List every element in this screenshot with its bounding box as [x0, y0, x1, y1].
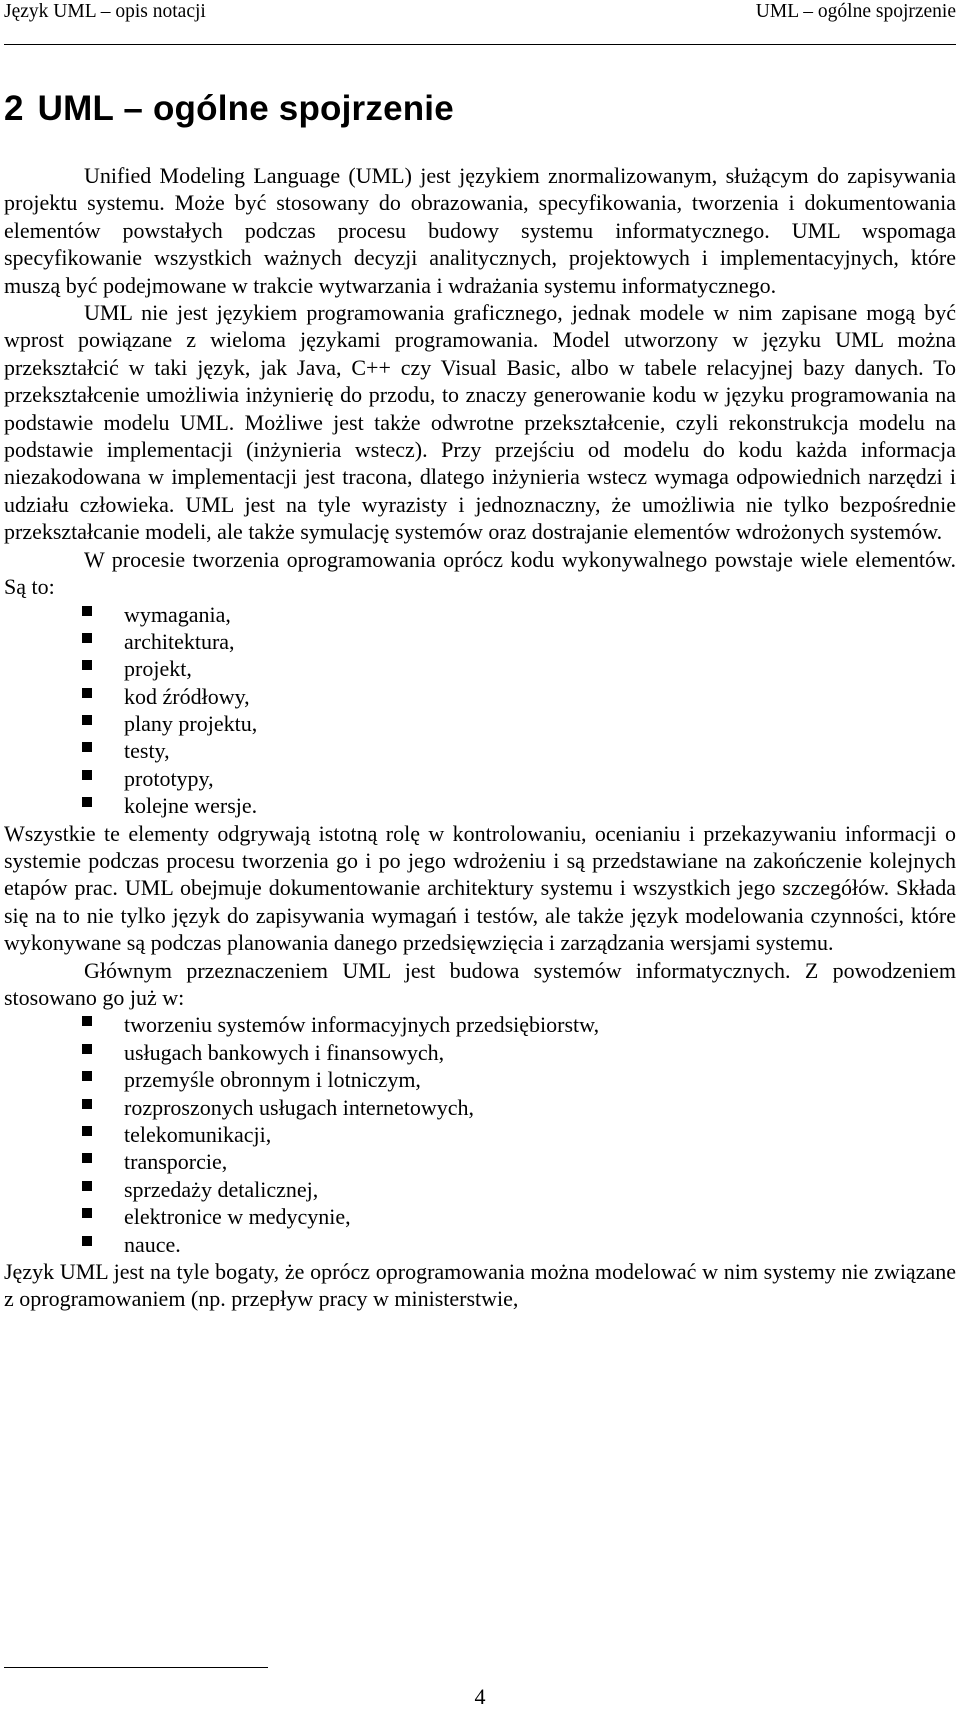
list-item-text: projekt,	[124, 656, 192, 682]
square-bullet-icon	[82, 1099, 92, 1109]
list-item	[4, 765, 956, 792]
square-bullet-icon	[82, 1126, 92, 1136]
chapter-heading	[4, 89, 454, 129]
square-bullet-icon	[82, 688, 92, 698]
square-bullet-icon	[82, 1236, 92, 1246]
list-item-text: kod źródłowy,	[124, 683, 250, 709]
square-bullet-icon	[82, 1181, 92, 1191]
paragraph-1: Unified Modeling Language (UML) jest językiem znormalizowanym, służącym do zapisywania projektu systemu. Może być stosowany do obrazowania, specyfikowania, tworzenia i dokumentowania elementów powstałych podczas procesu budowy systemu informatycznego. UML wspomaga specyfikowanie wszystkich ważnych decyzji analitycznych, projektowych i implementacyjnych, które muszą być podejmowane w trakcie wytwarzania i wdrażania systemu informatycznego.	[4, 163, 956, 298]
list-item-text: tworzeniu systemów informacyjnych przedsiębiorstw,	[124, 1012, 600, 1038]
square-bullet-icon	[82, 770, 92, 780]
list-item	[4, 1148, 956, 1175]
list-item-text: transporcie,	[124, 1149, 228, 1175]
footer-divider	[4, 1667, 268, 1668]
header-right-title: UML – ogólne spojrzenie	[755, 1, 956, 22]
list-item	[4, 1094, 956, 1121]
list-item-text: prototypy,	[124, 765, 214, 791]
square-bullet-icon	[82, 1016, 92, 1026]
list-item-text: telekomunikacji,	[124, 1122, 272, 1148]
body-text	[4, 162, 956, 1313]
square-bullet-icon	[82, 742, 92, 752]
list-item	[4, 1231, 956, 1258]
list-item	[4, 792, 956, 819]
list-item	[4, 1121, 956, 1148]
paragraph-6: Język UML jest na tyle bogaty, że oprócz oprogramowania można modelować w nim systemy nie związane z oprogramowaniem (np. przepływ pracy w ministerstwie,	[4, 1258, 956, 1312]
list-item	[4, 655, 956, 682]
paragraph-2: UML nie jest językiem programowania graficznego, jednak modele w nim zapisane mogą być wprost powiązane z wieloma językami programowania. Model utworzony w języku UML można przekształcić w taki język, jak Java, C++ czy Visual Basic, albo w tabele relacyjnej bazy danych. To przekształcenie umożliwia inżynierię do przodu, to znaczy generowanie kodu w języku programowania na podstawie modelu UML. Możliwe jest także odwrotne przekształcenie, czyli rekonstrukcja modelu na podstawie implementacji (inżynieria wstecz). Przy przejściu od modelu do kodu każda informacja niezakodowana w implementacji jest tracona, dlatego inżynieria wstecz wymaga odpowiednich narzędzi i udziału człowieka. UML jest na tyle wyrazisty i jednoznaczny, że umożliwia nie tylko bezpośrednie przekształcanie modeli, ale także symulację systemów oraz dostrajanie elementów wdrożonych systemów.	[4, 300, 956, 545]
list-item	[4, 737, 956, 764]
square-bullet-icon	[82, 1071, 92, 1081]
list-item	[4, 683, 956, 710]
list-item	[4, 1039, 956, 1066]
page-header	[4, 0, 956, 45]
paragraph-4: Wszystkie te elementy odgrywają istotną rolę w kontrolowaniu, ocenianiu i przekazywaniu informacji o systemie podczas procesu tworzenia go i po jego wdrożeniu i są przedstawiane na zakończenie kolejnych etapów prac. UML obejmuje dokumentowanie architektury systemu i wszystkich jego szczegółów. Składa się na to nie tylko język do zapisywania wymagań i testów, ale także język modelowania czynności, które wykonywane są podczas planowania danego przedsięwzięcia i zarządzania wersjami systemu.	[4, 820, 956, 956]
chapter-number: 2	[4, 89, 24, 128]
list-item	[4, 1011, 956, 1038]
list-item	[4, 628, 956, 655]
list-item	[4, 710, 956, 737]
square-bullet-icon	[82, 606, 92, 616]
page-number: 4	[474, 1684, 486, 1709]
list-item-text: architektura,	[124, 628, 235, 654]
square-bullet-icon	[82, 1208, 92, 1218]
paragraph-5: Głównym przeznaczeniem UML jest budowa systemów informatycznych. Z powodzeniem stosowano go już w:	[4, 957, 956, 1011]
list-item	[4, 601, 956, 628]
list-item-text: nauce.	[124, 1231, 181, 1257]
list-item-text: elektronice w medycynie,	[124, 1204, 351, 1230]
list-item-text: plany projektu,	[124, 711, 258, 737]
paragraph-3: W procesie tworzenia oprogramowania oprócz kodu wykonywalnego powstaje wiele elementów. Są to:	[4, 546, 956, 600]
list-item-text: kolejne wersje.	[124, 793, 258, 819]
square-bullet-icon	[82, 1044, 92, 1054]
header-left-title: Język UML – opis notacji	[4, 1, 206, 22]
list-item-text: wymagania,	[124, 601, 231, 627]
list-item-text: testy,	[124, 738, 170, 764]
chapter-title: UML – ogólne spojrzenie	[37, 89, 454, 128]
list-item	[4, 1176, 956, 1203]
list-item	[4, 1066, 956, 1093]
square-bullet-icon	[82, 715, 92, 725]
artifacts-list	[4, 601, 956, 820]
list-item-text: rozproszonych usługach internetowych,	[124, 1094, 475, 1120]
square-bullet-icon	[82, 633, 92, 643]
list-item-text: przemyśle obronnym i lotniczym,	[124, 1067, 421, 1093]
square-bullet-icon	[82, 1153, 92, 1163]
applications-list	[4, 1011, 956, 1258]
square-bullet-icon	[82, 797, 92, 807]
list-item-text: sprzedaży detalicznej,	[124, 1176, 319, 1202]
list-item-text: usługach bankowych i finansowych,	[124, 1039, 445, 1065]
list-item	[4, 1203, 956, 1230]
square-bullet-icon	[82, 660, 92, 670]
